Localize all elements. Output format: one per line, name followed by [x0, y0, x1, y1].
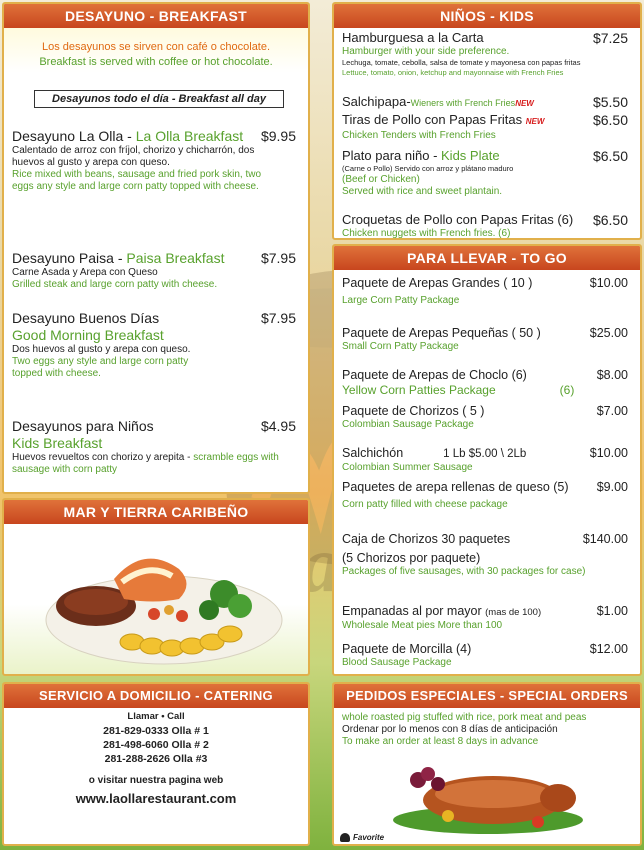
togo-panel: [332, 244, 642, 676]
favorite-icon: [340, 833, 350, 842]
menu-item: [342, 30, 634, 78]
item-price: $140.00: [582, 532, 628, 546]
item-name: Empanadas al por mayor: [342, 604, 482, 618]
item-name: Salchipapa-: [342, 94, 411, 109]
item-name-es: Desayuno Paisa -: [12, 250, 127, 266]
item-en: Small Corn Patty Package: [342, 341, 459, 352]
roasted-pig-image: [388, 750, 588, 840]
menu-item: [342, 276, 634, 307]
item-price: $4.95: [260, 418, 296, 434]
item-price: $7.25: [592, 30, 628, 46]
item-en: Corn patty filled with cheese package: [342, 499, 508, 510]
catering-header: SERVICIO A DOMICILIO - CATERING: [4, 684, 308, 708]
phone-olla-2[interactable]: 281-498-6060 Olla # 2: [103, 739, 209, 751]
item-en: Wholesale Meat pies More than 100: [342, 620, 503, 631]
item-desc-es: Carne Asada y Arepa con Queso: [12, 267, 158, 278]
item-price: $9.95: [260, 128, 296, 144]
menu-item: [12, 250, 302, 291]
phone-olla-3[interactable]: 281-288-2626 Olla #3: [104, 753, 208, 765]
menu-item: [342, 446, 634, 474]
item-line: (Beef or Chicken): [342, 174, 420, 185]
item-name: Paquete de Arepas Pequeñas ( 50 ): [342, 326, 541, 340]
call-label: Llamar • Call: [127, 711, 185, 722]
item-name: Paquete de Chorizos ( 5 ): [342, 404, 485, 418]
menu-item: [342, 326, 634, 353]
item-name-es: Desayuno Buenos Días: [12, 310, 160, 326]
item-price: $10.00: [589, 276, 628, 290]
item-price: $25.00: [589, 326, 628, 340]
special-orders-panel: [332, 682, 642, 846]
menu-item: [342, 480, 634, 511]
menu-item: [342, 212, 634, 240]
menu-item: [342, 642, 634, 669]
item-price: $8.00: [596, 368, 628, 382]
item-price: $9.00: [596, 480, 628, 494]
item-en: Blood Sausage Package: [342, 657, 452, 668]
mar-y-tierra-panel: [2, 498, 310, 676]
item-line: Hamburger with your side preference.: [342, 46, 510, 57]
item-price: $10.00: [589, 446, 628, 460]
breakfast-note-en: Breakfast is served with coffee or hot chocolate.: [39, 56, 273, 68]
mar-header: MAR Y TIERRA CARIBEÑO: [4, 500, 308, 524]
item-line: (Carne o Pollo) Servido con arroz y plátano maduro: [342, 164, 514, 173]
menu-item: [342, 94, 634, 112]
item-en: Yellow Corn Patties Package: [342, 383, 496, 397]
item-en: Packages of five sausages, with 30 packages for case): [342, 566, 586, 577]
menu-item: [342, 532, 634, 578]
phone-olla-1[interactable]: 281-829-0333 Olla # 1: [103, 725, 209, 737]
item-name: Paquete de Arepas de Choclo (6): [342, 368, 527, 382]
item-name: Croquetas de Pollo con Papas Fritas (6): [342, 212, 574, 227]
item-en: Large Corn Patty Package: [342, 295, 460, 306]
item-name: Paquete de Morcilla (4): [342, 642, 472, 656]
website-link[interactable]: www.laollarestaurant.com: [75, 791, 237, 806]
item-name-en: Good Morning Breakfast: [12, 327, 164, 343]
special-line-2: Ordenar por lo menos con 8 días de anticipación: [342, 724, 558, 735]
item-price: $6.50: [592, 212, 628, 228]
visit-label: o visitar nuestra pagina web: [88, 775, 224, 786]
item-desc-es: Calentado de arroz con fríjol, chorizo y chicharrón, dos huevos al gusto y arepa con queso.: [12, 145, 255, 168]
new-badge: NEW: [515, 99, 534, 108]
kids-header: NIÑOS - KIDS: [334, 4, 640, 28]
item-name: Salchichón: [342, 446, 404, 460]
breakfast-panel: [2, 2, 310, 494]
item-name-en: La Olla Breakfast: [135, 128, 244, 144]
item-en: Colombian Sausage Package: [342, 419, 474, 430]
catering-panel: [2, 682, 310, 846]
item-price: $7.95: [260, 250, 296, 266]
menu-item: [342, 604, 634, 632]
menu-item: [342, 148, 634, 198]
item-desc-en: scramble eggs with sausage with corn patty: [12, 452, 279, 475]
item-price: $1.00: [596, 604, 628, 618]
kids-panel: [332, 2, 642, 240]
togo-header: PARA LLEVAR - TO GO: [334, 246, 640, 270]
menu-item: [342, 368, 634, 398]
item-name: Caja de Chorizos 30 paquetes: [342, 532, 511, 546]
item-price: $6.50: [592, 112, 628, 128]
item-desc-en: Grilled steak and large corn patty with cheese.: [12, 279, 218, 290]
item-line: Chicken Tenders with French Fries: [342, 130, 496, 141]
menu-item: [342, 112, 634, 142]
menu-item: [342, 404, 634, 431]
item-name: Paquetes de arepa rellenas de queso (5): [342, 480, 569, 494]
favorite-label: Favorite: [353, 833, 385, 842]
item-desc-en: Two eggs any style and large corn patty topped with cheese.: [12, 356, 189, 379]
item-name: Tiras de Pollo con Papas Fritas: [342, 112, 523, 127]
item-name: Plato para niño -: [342, 148, 442, 163]
item-mid: 1 Lb $5.00 \ 2Lb: [443, 448, 527, 460]
item-desc-en: Rice mixed with beans, sausage and fried pork skin, two eggs any style and large corn patty topped with cheese.: [12, 169, 262, 192]
item-name-en: Paisa Breakfast: [126, 250, 225, 266]
seafood-plate-image: [4, 524, 308, 674]
item-en: Colombian Summer Sausage: [342, 462, 473, 473]
item-desc-es: Dos huevos al gusto y arepa con queso.: [12, 344, 191, 355]
item-en-qty: (6): [559, 383, 575, 397]
item-line: Lettuce, tomato, onion, ketchup and mayonnaise with French Fries: [342, 68, 564, 77]
item-name: Paquete de Arepas Grandes ( 10 ): [342, 276, 533, 290]
item-price: $7.00: [596, 404, 628, 418]
item-name: Hamburguesa a la Carta: [342, 30, 484, 45]
item-sub: Wieners with French Fries: [410, 98, 516, 108]
item-line: (5 Chorizos por paquete): [342, 551, 481, 565]
item-small: (mas de 100): [485, 607, 542, 618]
menu-item: [12, 128, 302, 193]
special-line-1: whole roasted pig stuffed with rice, pork meat and peas: [342, 712, 587, 723]
item-name-es: Desayuno La Olla -: [12, 128, 136, 144]
item-line: Served with rice and sweet plantain.: [342, 186, 503, 197]
new-badge: NEW: [525, 117, 545, 126]
item-price: $12.00: [589, 642, 628, 656]
item-price: $5.50: [592, 94, 628, 110]
breakfast-note-es: Los desayunos se sirven con café o chocolate.: [41, 41, 271, 53]
item-price: $7.95: [260, 310, 296, 326]
special-line-3: To make an order at least 8 days in advance: [342, 736, 539, 747]
item-name-es: Desayunos para Niños: [12, 418, 154, 434]
item-line: Lechuga, tomate, cebolla, salsa de tomate y mayonesa con papas fritas: [342, 58, 581, 67]
item-name-en: Kids Breakfast: [12, 435, 103, 451]
breakfast-header: DESAYUNO - BREAKFAST: [4, 4, 308, 28]
menu-item: [12, 310, 302, 380]
all-day-label: Desayunos todo el día - Breakfast all day: [34, 90, 284, 108]
special-header: PEDIDOS ESPECIALES - SPECIAL ORDERS: [334, 684, 640, 708]
item-line: Chicken nuggets with French fries. (6): [342, 228, 511, 239]
item-name-en: Kids Plate: [441, 148, 500, 163]
menu-item: [12, 418, 302, 476]
item-desc-es: Huevos revueltos con chorizo y arepita -: [12, 452, 194, 463]
item-price: $6.50: [592, 148, 628, 164]
